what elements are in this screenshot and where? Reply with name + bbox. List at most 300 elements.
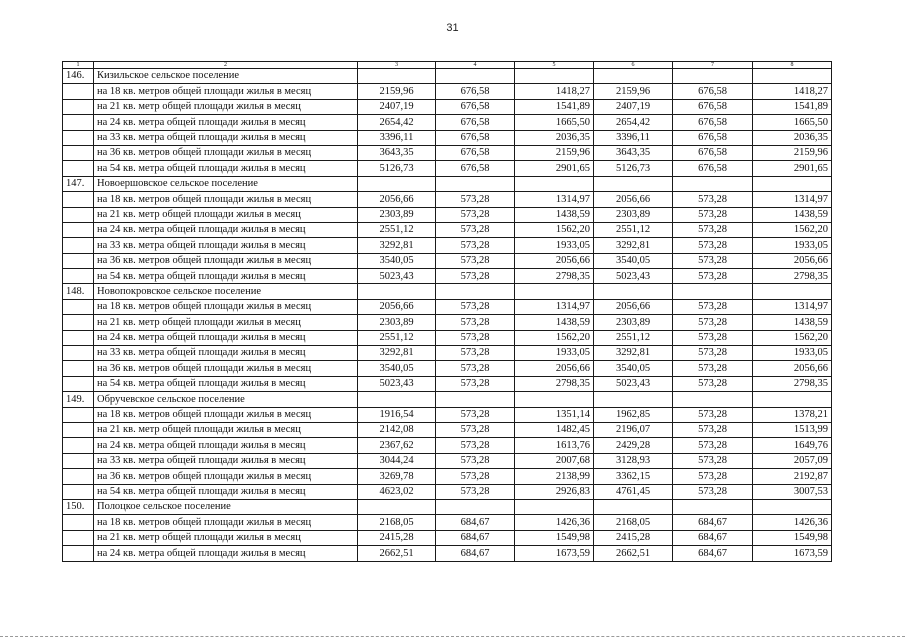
value-cell: 1418,27 (753, 84, 832, 99)
empty-cell (63, 361, 94, 376)
value-cell: 573,28 (673, 346, 753, 361)
value-cell: 2159,96 (594, 84, 673, 99)
value-cell: 1314,97 (753, 299, 832, 314)
table-row (63, 222, 832, 237)
value-cell: 3292,81 (358, 238, 436, 253)
value-cell: 1541,89 (753, 99, 832, 114)
value-cell: 573,28 (673, 299, 753, 314)
empty-cell (753, 176, 832, 191)
norm-description: на 18 кв. метров общей площади жилья в месяц (94, 407, 358, 422)
column-number: 1 (63, 62, 94, 69)
table-row (63, 161, 832, 176)
value-cell: 1418,27 (515, 84, 594, 99)
value-cell: 1562,20 (515, 222, 594, 237)
empty-cell (63, 469, 94, 484)
value-cell: 5126,73 (594, 161, 673, 176)
norm-description: на 24 кв. метра общей площади жилья в месяц (94, 115, 358, 130)
value-cell: 2551,12 (594, 330, 673, 345)
value-cell: 2367,62 (358, 438, 436, 453)
table-row (63, 238, 832, 253)
value-cell: 3128,93 (594, 453, 673, 468)
value-cell: 676,58 (436, 115, 515, 130)
value-cell: 573,28 (436, 192, 515, 207)
value-cell: 2159,96 (515, 145, 594, 160)
value-cell: 3044,24 (358, 453, 436, 468)
value-cell: 676,58 (436, 161, 515, 176)
empty-cell (673, 69, 753, 84)
empty-cell (63, 115, 94, 130)
empty-cell (63, 238, 94, 253)
table-row (63, 346, 832, 361)
value-cell: 1962,85 (594, 407, 673, 422)
settlement-header-row (63, 392, 832, 407)
value-cell: 2551,12 (594, 222, 673, 237)
value-cell: 3540,05 (594, 253, 673, 268)
norm-description: на 18 кв. метров общей площади жилья в месяц (94, 84, 358, 99)
value-cell: 1649,76 (753, 438, 832, 453)
value-cell: 1562,20 (515, 330, 594, 345)
value-cell: 2407,19 (358, 99, 436, 114)
value-cell: 573,28 (436, 238, 515, 253)
value-cell: 3292,81 (594, 346, 673, 361)
value-cell: 2056,66 (515, 361, 594, 376)
value-cell: 2654,42 (594, 115, 673, 130)
empty-cell (63, 546, 94, 561)
value-cell: 684,67 (436, 546, 515, 561)
value-cell: 1314,97 (515, 299, 594, 314)
value-cell: 676,58 (673, 161, 753, 176)
value-cell: 573,28 (436, 253, 515, 268)
value-cell: 573,28 (673, 253, 753, 268)
empty-cell (63, 161, 94, 176)
value-cell: 5126,73 (358, 161, 436, 176)
column-number: 4 (436, 62, 515, 69)
value-cell: 3269,78 (358, 469, 436, 484)
value-cell: 1438,59 (753, 207, 832, 222)
value-cell: 676,58 (436, 99, 515, 114)
value-cell: 3362,15 (594, 469, 673, 484)
value-cell: 1438,59 (753, 315, 832, 330)
empty-cell (358, 499, 436, 514)
value-cell: 1513,99 (753, 422, 832, 437)
norm-description: на 36 кв. метров общей площади жилья в месяц (94, 145, 358, 160)
value-cell: 2196,07 (594, 422, 673, 437)
empty-cell (594, 392, 673, 407)
empty-cell (673, 176, 753, 191)
value-cell: 1314,97 (753, 192, 832, 207)
value-cell: 1314,97 (515, 192, 594, 207)
empty-cell (63, 269, 94, 284)
table-row (63, 361, 832, 376)
value-cell: 2036,35 (753, 130, 832, 145)
value-cell: 1933,05 (753, 346, 832, 361)
table-row (63, 546, 832, 561)
column-number-row (63, 62, 832, 69)
value-cell: 1426,36 (753, 515, 832, 530)
value-cell: 573,28 (673, 238, 753, 253)
value-cell: 2798,35 (515, 376, 594, 391)
value-cell: 2057,09 (753, 453, 832, 468)
norm-description: на 18 кв. метров общей площади жилья в месяц (94, 515, 358, 530)
empty-cell (63, 222, 94, 237)
value-cell: 676,58 (673, 130, 753, 145)
value-cell: 2192,87 (753, 469, 832, 484)
value-cell: 3396,11 (594, 130, 673, 145)
value-cell: 676,58 (673, 99, 753, 114)
empty-cell (63, 315, 94, 330)
empty-cell (63, 130, 94, 145)
value-cell: 3292,81 (358, 346, 436, 361)
value-cell: 2036,35 (515, 130, 594, 145)
value-cell: 1673,59 (753, 546, 832, 561)
empty-cell (63, 515, 94, 530)
column-number: 5 (515, 62, 594, 69)
value-cell: 2551,12 (358, 330, 436, 345)
norm-description: на 24 кв. метра общей площади жилья в месяц (94, 438, 358, 453)
empty-cell (594, 284, 673, 299)
value-cell: 2303,89 (358, 315, 436, 330)
value-cell: 573,28 (436, 299, 515, 314)
value-cell: 4761,45 (594, 484, 673, 499)
value-cell: 2901,65 (753, 161, 832, 176)
value-cell: 573,28 (673, 269, 753, 284)
settlement-name: Полоцкое сельское поселение (94, 499, 358, 514)
norm-description: на 18 кв. метров общей площади жилья в месяц (94, 299, 358, 314)
value-cell: 2168,05 (358, 515, 436, 530)
empty-cell (673, 284, 753, 299)
norm-description: на 18 кв. метров общей площади жилья в месяц (94, 192, 358, 207)
settlement-number: 147. (63, 176, 94, 191)
value-cell: 684,67 (673, 546, 753, 561)
value-cell: 573,28 (673, 361, 753, 376)
value-cell: 573,28 (436, 361, 515, 376)
value-cell: 573,28 (436, 484, 515, 499)
value-cell: 5023,43 (594, 269, 673, 284)
settlement-header-row (63, 69, 832, 84)
empty-cell (63, 99, 94, 114)
empty-cell (358, 176, 436, 191)
value-cell: 2007,68 (515, 453, 594, 468)
value-cell: 2798,35 (753, 376, 832, 391)
value-cell: 2056,66 (753, 361, 832, 376)
norm-description: на 54 кв. метра общей площади жилья в месяц (94, 484, 358, 499)
value-cell: 573,28 (673, 192, 753, 207)
value-cell: 3540,05 (358, 253, 436, 268)
empty-cell (594, 499, 673, 514)
value-cell: 1426,36 (515, 515, 594, 530)
empty-cell (436, 69, 515, 84)
value-cell: 4623,02 (358, 484, 436, 499)
settlement-name: Кизильское сельское поселение (94, 69, 358, 84)
empty-cell (63, 484, 94, 499)
empty-cell (358, 284, 436, 299)
norm-description: на 21 кв. метр общей площади жилья в месяц (94, 207, 358, 222)
value-cell: 684,67 (436, 530, 515, 545)
value-cell: 1933,05 (515, 238, 594, 253)
tariff-table (62, 61, 832, 562)
table-row (63, 99, 832, 114)
empty-cell (63, 84, 94, 99)
empty-cell (673, 499, 753, 514)
value-cell: 2159,96 (753, 145, 832, 160)
value-cell: 2415,28 (358, 530, 436, 545)
empty-cell (358, 392, 436, 407)
column-number: 6 (594, 62, 673, 69)
value-cell: 573,28 (436, 315, 515, 330)
value-cell: 1351,14 (515, 407, 594, 422)
table-row (63, 145, 832, 160)
value-cell: 2429,28 (594, 438, 673, 453)
norm-description: на 33 кв. метра общей площади жилья в месяц (94, 130, 358, 145)
value-cell: 2926,83 (515, 484, 594, 499)
empty-cell (753, 284, 832, 299)
norm-description: на 33 кв. метра общей площади жилья в месяц (94, 238, 358, 253)
norm-description: на 24 кв. метра общей площади жилья в месяц (94, 222, 358, 237)
table-row (63, 299, 832, 314)
norm-description: на 54 кв. метра общей площади жилья в месяц (94, 161, 358, 176)
norm-description: на 33 кв. метра общей площади жилья в месяц (94, 346, 358, 361)
norm-description: на 21 кв. метр общей площади жилья в месяц (94, 99, 358, 114)
value-cell: 676,58 (673, 145, 753, 160)
value-cell: 2056,66 (515, 253, 594, 268)
table-row (63, 376, 832, 391)
table-row (63, 422, 832, 437)
value-cell: 573,28 (436, 269, 515, 284)
value-cell: 2407,19 (594, 99, 673, 114)
empty-cell (63, 438, 94, 453)
value-cell: 1665,50 (515, 115, 594, 130)
empty-cell (753, 499, 832, 514)
value-cell: 1438,59 (515, 315, 594, 330)
empty-cell (63, 253, 94, 268)
page-number: 31 (446, 22, 459, 34)
empty-cell (515, 284, 594, 299)
value-cell: 1562,20 (753, 222, 832, 237)
value-cell: 1562,20 (753, 330, 832, 345)
value-cell: 573,28 (436, 422, 515, 437)
norm-description: на 21 кв. метр общей площади жилья в месяц (94, 422, 358, 437)
column-number: 3 (358, 62, 436, 69)
value-cell: 573,28 (436, 346, 515, 361)
empty-cell (63, 299, 94, 314)
value-cell: 1665,50 (753, 115, 832, 130)
empty-cell (63, 192, 94, 207)
value-cell: 2056,66 (753, 253, 832, 268)
empty-cell (753, 392, 832, 407)
value-cell: 3540,05 (358, 361, 436, 376)
empty-cell (63, 346, 94, 361)
value-cell: 573,28 (436, 207, 515, 222)
empty-cell (436, 392, 515, 407)
value-cell: 1933,05 (515, 346, 594, 361)
table-row (63, 192, 832, 207)
value-cell: 573,28 (673, 422, 753, 437)
table-body (63, 69, 832, 562)
value-cell: 1673,59 (515, 546, 594, 561)
value-cell: 573,28 (673, 376, 753, 391)
settlement-number: 149. (63, 392, 94, 407)
settlement-header-row (63, 284, 832, 299)
value-cell: 573,28 (436, 376, 515, 391)
empty-cell (63, 145, 94, 160)
value-cell: 1438,59 (515, 207, 594, 222)
norm-description: на 33 кв. метра общей площади жилья в месяц (94, 453, 358, 468)
empty-cell (594, 176, 673, 191)
settlement-number: 146. (63, 69, 94, 84)
column-number: 8 (753, 62, 832, 69)
table-row (63, 207, 832, 222)
table-row (63, 115, 832, 130)
value-cell: 573,28 (673, 222, 753, 237)
value-cell: 676,58 (436, 130, 515, 145)
value-cell: 573,28 (673, 453, 753, 468)
empty-cell (63, 422, 94, 437)
norm-description: на 21 кв. метр общей площади жилья в месяц (94, 315, 358, 330)
value-cell: 1541,89 (515, 99, 594, 114)
norm-description: на 36 кв. метров общей площади жилья в месяц (94, 253, 358, 268)
norm-description: на 54 кв. метра общей площади жилья в месяц (94, 376, 358, 391)
table-row (63, 438, 832, 453)
value-cell: 2138,99 (515, 469, 594, 484)
table-row (63, 130, 832, 145)
norm-description: на 24 кв. метра общей площади жилья в месяц (94, 546, 358, 561)
value-cell: 684,67 (436, 515, 515, 530)
value-cell: 2056,66 (594, 299, 673, 314)
value-cell: 573,28 (673, 207, 753, 222)
settlement-number: 148. (63, 284, 94, 299)
value-cell: 2056,66 (358, 299, 436, 314)
norm-description: на 36 кв. метров общей площади жилья в месяц (94, 361, 358, 376)
table-row (63, 484, 832, 499)
column-number: 7 (673, 62, 753, 69)
value-cell: 573,28 (673, 484, 753, 499)
value-cell: 684,67 (673, 530, 753, 545)
value-cell: 2654,42 (358, 115, 436, 130)
table-row (63, 515, 832, 530)
value-cell: 573,28 (673, 315, 753, 330)
value-cell: 1613,76 (515, 438, 594, 453)
settlement-name: Новопокровское сельское поселение (94, 284, 358, 299)
page-bottom-edge (0, 636, 905, 638)
table-row (63, 469, 832, 484)
value-cell: 684,67 (673, 515, 753, 530)
value-cell: 5023,43 (358, 269, 436, 284)
empty-cell (63, 453, 94, 468)
empty-cell (63, 376, 94, 391)
value-cell: 573,28 (673, 438, 753, 453)
value-cell: 3007,53 (753, 484, 832, 499)
value-cell: 3292,81 (594, 238, 673, 253)
value-cell: 1482,45 (515, 422, 594, 437)
value-cell: 3540,05 (594, 361, 673, 376)
column-number: 2 (94, 62, 358, 69)
value-cell: 573,28 (436, 330, 515, 345)
empty-cell (594, 69, 673, 84)
value-cell: 3396,11 (358, 130, 436, 145)
value-cell: 2303,89 (358, 207, 436, 222)
value-cell: 5023,43 (358, 376, 436, 391)
empty-cell (63, 407, 94, 422)
empty-cell (436, 499, 515, 514)
value-cell: 2798,35 (515, 269, 594, 284)
value-cell: 2662,51 (358, 546, 436, 561)
settlement-number: 150. (63, 499, 94, 514)
value-cell: 2551,12 (358, 222, 436, 237)
value-cell: 2142,08 (358, 422, 436, 437)
norm-description: на 54 кв. метра общей площади жилья в месяц (94, 269, 358, 284)
table-row (63, 269, 832, 284)
empty-cell (515, 176, 594, 191)
norm-description: на 24 кв. метра общей площади жилья в месяц (94, 330, 358, 345)
value-cell: 573,28 (436, 222, 515, 237)
value-cell: 1916,54 (358, 407, 436, 422)
empty-cell (515, 392, 594, 407)
value-cell: 676,58 (673, 115, 753, 130)
settlement-name: Обручевское сельское поселение (94, 392, 358, 407)
value-cell: 676,58 (673, 84, 753, 99)
value-cell: 573,28 (436, 438, 515, 453)
table-row (63, 315, 832, 330)
value-cell: 2056,66 (594, 192, 673, 207)
empty-cell (63, 530, 94, 545)
value-cell: 3643,35 (594, 145, 673, 160)
value-cell: 1549,98 (515, 530, 594, 545)
table-row (63, 330, 832, 345)
value-cell: 2056,66 (358, 192, 436, 207)
value-cell: 1549,98 (753, 530, 832, 545)
value-cell: 573,28 (436, 407, 515, 422)
table-row (63, 407, 832, 422)
empty-cell (436, 176, 515, 191)
value-cell: 2415,28 (594, 530, 673, 545)
empty-cell (436, 284, 515, 299)
empty-cell (673, 392, 753, 407)
value-cell: 3643,35 (358, 145, 436, 160)
value-cell: 573,28 (673, 469, 753, 484)
empty-cell (753, 69, 832, 84)
empty-cell (358, 69, 436, 84)
value-cell: 2303,89 (594, 315, 673, 330)
value-cell: 676,58 (436, 145, 515, 160)
value-cell: 2303,89 (594, 207, 673, 222)
settlement-header-row (63, 499, 832, 514)
table-row (63, 253, 832, 268)
value-cell: 1933,05 (753, 238, 832, 253)
value-cell: 573,28 (673, 407, 753, 422)
table-row (63, 530, 832, 545)
value-cell: 676,58 (436, 84, 515, 99)
table-row (63, 453, 832, 468)
empty-cell (63, 207, 94, 222)
settlement-header-row (63, 176, 832, 191)
value-cell: 2901,65 (515, 161, 594, 176)
table-row (63, 84, 832, 99)
empty-cell (515, 69, 594, 84)
value-cell: 573,28 (436, 453, 515, 468)
value-cell: 1378,21 (753, 407, 832, 422)
empty-cell (63, 330, 94, 345)
empty-cell (515, 499, 594, 514)
value-cell: 5023,43 (594, 376, 673, 391)
value-cell: 2798,35 (753, 269, 832, 284)
value-cell: 573,28 (436, 469, 515, 484)
norm-description: на 36 кв. метров общей площади жилья в месяц (94, 469, 358, 484)
settlement-name: Новоершовское сельское поселение (94, 176, 358, 191)
value-cell: 2159,96 (358, 84, 436, 99)
value-cell: 573,28 (673, 330, 753, 345)
value-cell: 2168,05 (594, 515, 673, 530)
value-cell: 2662,51 (594, 546, 673, 561)
